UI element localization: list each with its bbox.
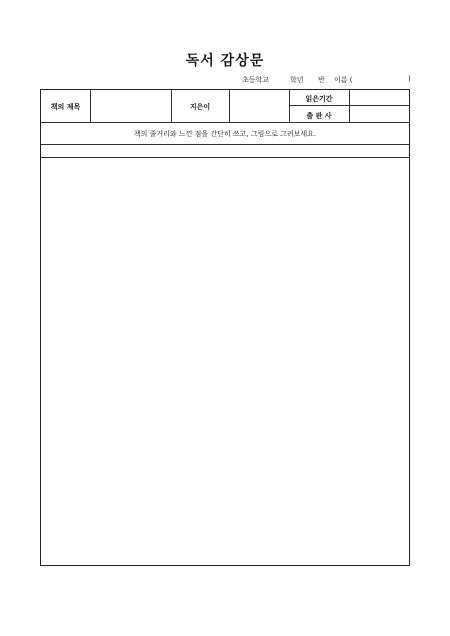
header-row-bottom-rule [41, 122, 409, 123]
page-title: 독서 감상문 [185, 53, 265, 69]
school-label: 초등학교 [242, 76, 270, 84]
grade-label: 학년 [290, 76, 304, 84]
book-title-field[interactable] [91, 90, 171, 122]
name-label: 이름 ( [334, 76, 353, 84]
book-report-form [40, 89, 410, 566]
author-field[interactable] [230, 90, 289, 122]
name-close-paren: ) [408, 75, 411, 83]
book-title-label: 책의 제목 [50, 103, 81, 111]
student-info-line [242, 75, 414, 87]
publisher-field[interactable] [350, 106, 409, 122]
summary-line-field[interactable] [41, 145, 409, 157]
author-label: 지은이 [189, 103, 211, 111]
instruction-text: 책의 줄거리와 느낀 점을 간단히 쓰고, 그림으로 그려보세요. [133, 130, 317, 138]
reading-period-field[interactable] [350, 90, 409, 105]
publisher-label: 출 판 사 [306, 112, 332, 120]
drawing-writing-area[interactable] [41, 158, 409, 565]
reading-period-label: 읽은기간 [305, 95, 333, 103]
class-label: 반 [318, 76, 325, 84]
